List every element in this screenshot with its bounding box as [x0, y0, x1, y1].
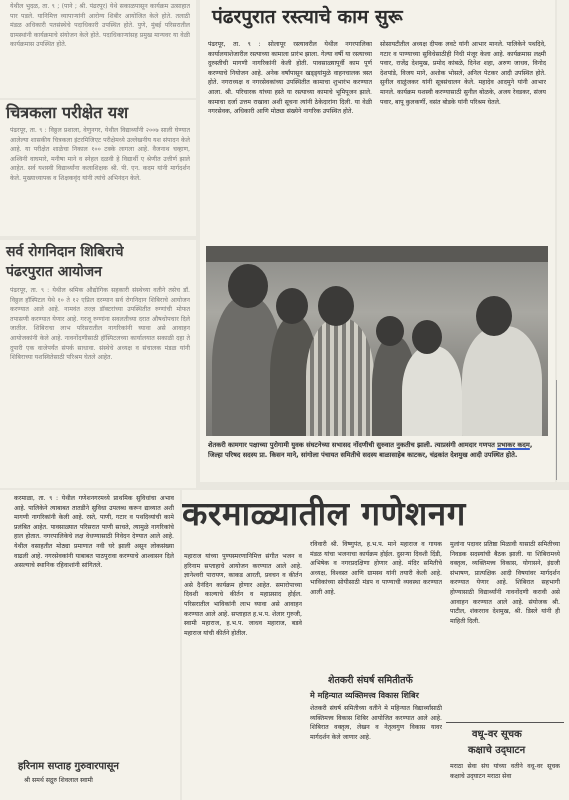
- vadhu-var-subhead-line1: वधू-वर सूचक: [472, 729, 522, 740]
- ganeshnagar-headline: करमाळ्यातील गणेशनग: [182, 494, 466, 533]
- top-left-clipping: [0, 0, 196, 98]
- caption-highlighted-name: प्रभाकर कदम: [497, 441, 530, 449]
- ganeshnagar-main-clipping: [182, 490, 569, 800]
- top-left-intro-text: येथील भुदळ, ता. ९ ; (पाने ; श्री. पंढरपूर) येथे सकाळपासून कार्यक्रम उत्साहात पार पडले. यानिमित्त व्यापाऱ्यांनी आरोग्य शिबीर आयोजित केले होते. तलाठी मंडळ अधिकारी पतसंस्थेचे पदाधिकारी उपस्थित होते. पुणे, मुंबई परिसरातील ग्रामस्थांनी कार्यक्रमाचे संयोजन केले होते. पदाधिकाऱ्यांसह प्रमुख मान्यवर या वेळी कार्यक्रमास उपस्थित होते.: [10, 3, 190, 49]
- shibir-headline-line1: सर्व रोगनिदान शिबिराचे: [6, 244, 124, 260]
- ganeshnagar-left-clipping: [0, 490, 180, 800]
- column-divider: [446, 722, 564, 723]
- chitrakala-clipping: [0, 100, 196, 236]
- main-story-col2: सोसायटीतील अध्यक्ष दीपक लवटे यांनी आभार मानले. पालिकेने पथदिवे, गटार व पाण्याच्या सुविधेसाठीही निधी मंजूर केला आहे. कार्यक्रमास लक्ष्मी पवार, राजेंद्र देशमुख, प्रमोद कांबळे, दिनेश शहा, अरुण जाधव, विनोद देशपांडे, विजय माने, अशोक भोसले, अनिल पेटकर आदी उपस्थित होते. सुनील वाळुंजकर यांनी सूत्रसंचालन केले. महादेव आदमुने यांनी आभार मानले. कार्यक्रम यशस्वी करण्यासाठी सुनील बोळके, अजय रेवडकर, संजय पवार, बापू कुलकर्णी, वसंत बोडके यांनी परिश्रम घेतले.: [380, 41, 546, 106]
- right-edge-strip: [557, 0, 569, 482]
- chitrakala-headline: चित्रकला परीक्षेत यश: [6, 103, 129, 122]
- harinam-subtext: श्री समर्थ सद्गुरु शिवलाल स्वामी: [24, 777, 93, 784]
- vadhu-var-text: मराठा सेवा संघ यांच्या वतीने वधू-वर सूचक कक्षाचे उद्‌घाटन मराठा सेवा: [450, 763, 560, 780]
- main-story-clipping: [200, 0, 555, 482]
- sangharsh-subhead: शेतकरी संघर्ष समितीतर्फे: [328, 675, 413, 686]
- chitrakala-story: पंढरपूर, ता. ९ : विठ्ठल प्रशाला, वेणुनगर, येथील विद्यार्थ्यांनी २००७ साली घेण्यात आलेल्या शासकीय चित्रकला इंटरमिजिएट परीक्षेमध्ये उल्लेखनीय यश संपादन केले आहे. या परीक्षेत शाळेचा निकाल १०० टक्के लागला आहे. वैजनाथ चव्हाण, अश्विनी वाघमारे, मनीषा माने व स्नेहल दळवी हे विद्यार्थी ए श्रेणीत उत्तीर्ण झाले आहेत. सर्व यशस्वी विद्यार्थ्यांना कलाशिक्षक श्री. पी. एन. कदम यांनी मार्गदर्शन केले. मुख्याध्यापक व शिक्षकवृंद यांनी त्यांचे अभिनंदन केले.: [10, 127, 190, 182]
- harinam-subhead: हरिनाम सप्ताह गुरुवारपासून: [18, 761, 119, 772]
- shibir-story: पंढरपूर, ता. ९ : येथील श्रमिक औद्योगिक सहकारी संस्थेच्या वतीने तसेच डॉ. विठ्ठल हॉस्पिटल येथे १० ते १२ एप्रिल दरम्यान सर्व रोगनिदान शिबिराचे आयोजन करण्यात आले आहे. नामवंत तज्ज्ञ डॉक्टरांच्या उपस्थितीत रुग्णांची मोफत तपासणी करण्यात येणार आहे. गरजू रुग्णांना सवलतीच्या दरात औषधोपचार दिले जातील. शिबिराचा लाभ परिसरातील नागरिकांनी घ्यावा असे आवाहन आयोजकांनी केले आहे. नावनोंदणीसाठी हॉस्पिटलच्या कार्यालयात सकाळी दहा ते दुपारी एक वाजेपर्यंत संपर्क साधावा. संस्थेचे अध्यक्ष व संचालक मंडळ यांनी शिबिराच्या यशस्वितेसाठी परिश्रम घेतले आहेत.: [10, 287, 190, 362]
- ganeshnagar-left-story: करमाळा, ता. ९ : येथील गणेशनगरमध्ये प्राथमिक सुविधांचा अभाव आहे. पालिकेने त्याबाबत तातडीने सुविधा उपलब्ध करून द्याव्यात अशी मागणी नागरिकांनी केली आहे. रस्ते, पाणी, गटार व पथदिव्यांची कामे प्रलंबित आहेत. पावसाळ्यात परिसरात पाणी साचते, त्यामुळे नागरिकांचे हाल होतात. नगरपालिकेचे लक्ष वेधण्यासाठी निवेदन देण्यात आले आहे. येथील वसाहतीत मोठ्या प्रमाणात नवी घरे झाली असून लोकसंख्या वाढली आहे. नगरसेवकांनी याबाबत पाठपुरावा करण्याचे आश्वासन दिले असल्याचे स्थानिक रहिवाशांनी सांगितले.: [14, 495, 174, 570]
- right-edge-divider: [556, 380, 557, 480]
- shibir-headline-line2: पंढरपुरात आयोजन: [6, 264, 102, 280]
- photo-caption: [208, 440, 548, 480]
- ganeshnagar-col3: मुलांना पदावर प्रतिष्ठा मिळावी यासाठी समितीच्या निवडक सदस्यांची बैठक झाली. या शिबिरामध्ये वक्तृत्व, व्यक्तिमत्त्व विकास, योगासने, इंग्रजी संभाषण, प्रात्यक्षिक आदी विषयांवर मार्गदर्शन करण्यात येणार आहे. शिबिरात सहभागी होण्यासाठी विद्यार्थ्यांनी नावनोंदणी करावी असे आवाहन करण्यात आले आहे. संयोजक श्री. पाटील, शंकरराव देशमुख, श्री. डिस्ले यांनी ही माहिती दिली.: [450, 541, 560, 625]
- caption-text-after: , जिल्हा परिषद सदस्य प्रा. किसन माने, सांगोला पंचायत समितीचे सदस्य बाळासाहेब काटकर, चंद्रकांत देशमुख आदी उपस्थित होते.: [208, 441, 533, 459]
- main-story-headline: पंढरपुरात रस्त्याचे काम सुरू: [212, 6, 403, 28]
- vadhu-var-subhead-line2: कक्षाचे उद्‌घाटन: [468, 745, 526, 756]
- sangharsh-story: शेतकरी संघर्ष समितीच्या वतीने मे महिन्यात विद्यार्थ्यांसाठी व्यक्तिमत्त्व विकास शिबिर आयोजित करण्यात आले आहे. शिबिरात वक्तृत्व, लेखन व नेतृत्वगुण विकास यावर मार्गदर्शन केले जाणार आहे.: [310, 705, 442, 741]
- sangharsh-subhead-2: मे महिन्यात व्यक्तिमत्त्व विकास शिबिर: [310, 691, 419, 700]
- shibir-clipping: [0, 240, 196, 488]
- ganeshnagar-col1: महाराज यांच्या पुण्यस्मरणानिमित्त संगीत भजन व हरिनाम सप्ताहाचे आयोजन करण्यात आले आहे. ज्ञानेश्वरी पारायण, काकड आरती, प्रवचन व कीर्तन असे दैनंदिन कार्यक्रम होणार आहेत. समारोपाच्या दिवशी काल्याचे कीर्तन व महाप्रसाद होईल. परिसरातील भाविकांनी लाभ घ्यावा असे आवाहन करण्यात आले आहे. सप्ताहात ह.भ.प. शेलार गुरुजी, स्वामी महाराज, ह.भ.प. जाधव महाराज, बडवे महाराज यांची कीर्तने होतील.: [184, 553, 302, 637]
- ganeshnagar-col2: रविवारी श्री. विष्णुपंत, ह.भ.प. माने महाराज व गायक मंडळ यांचा भजनाचा कार्यक्रम होईल. दुसऱ्या दिवशी दिंडी, अभिषेक व नगरप्रदक्षिणा होणार आहे. मंदिर समितीचे अध्यक्ष, विश्वस्त आणि ग्रामस्थ यांनी तयारी केली आहे. भाविकांच्या सोयीसाठी मंडप व पाण्याची व्यवस्था करण्यात आली आहे.: [310, 541, 442, 596]
- main-story-col1: पंढरपूर, ता. ९ : सोलापूर रस्त्यावरील येथील नगरपालिका कार्यालयाशेजारील रस्त्याच्या कामाला प्रारंभ झाला. गेल्या वर्षी या रस्त्याच्या दुरुस्तीची मागणी नागरिकांनी केली होती. पावसाळ्यापूर्वी काम पूर्ण करण्याचे नियोजन आहे. अनेक वर्षांपासून खड्ड्यांमुळे वाहनचालक त्रस्त होते. नगराध्यक्ष व नगरसेवकांच्या उपस्थितीत कामाचा शुभारंभ करण्यात आला. श्री. परिचारक यांच्या हस्ते या रस्त्याच्या कामाचे भूमिपूजन झाले. कामाचा दर्जा उत्तम राखावा अशी सूचना त्यांनी ठेकेदारांना दिली. या वेळी नगरसेवक, अधिकारी आणि मोठ्या संख्येने नागरिक उपस्थित होते.: [208, 41, 372, 116]
- news-photo: [206, 246, 548, 436]
- caption-text-before: शेतकरी कामगार पक्षाच्या पुरोगामी युवक संघटनेच्या सभासद नोंदणीची सुरुवात नुकतीच झाली. त्याप्रसंगी आमदार गणपत: [208, 441, 498, 449]
